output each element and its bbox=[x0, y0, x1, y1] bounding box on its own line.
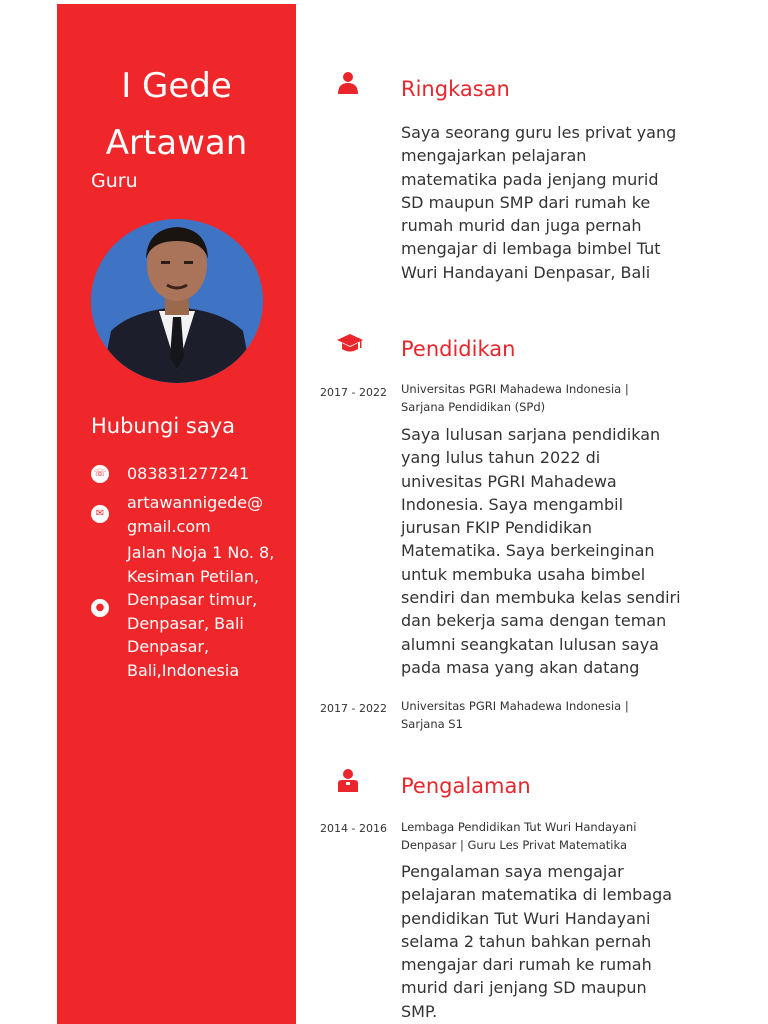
education-title: Pendidikan bbox=[401, 337, 516, 361]
education-heading-2: Universitas PGRI Mahadewa Indonesia | Sarjana S1 bbox=[401, 699, 629, 731]
name-line-1: I Gede bbox=[121, 66, 232, 106]
email-address[interactable]: artawannigede@gmail.com bbox=[127, 493, 264, 536]
graduation-cap-icon bbox=[336, 332, 364, 356]
education-text-1: Saya lulusan sarjana pendidikan yang lulus tahun 2022 di univesitas PGRI Mahadewa Indonesia. Saya mengambil jurusan FKIP Pendidikan Matematika. Saya berkeinginan untuk membuka usaha bimbel sendiri dan membuka kelas sendiri dan bekerja sama dengan teman alumni seangkatan lulusan saya pada masa yang akan datang bbox=[401, 425, 681, 677]
address-text: Jalan Noja 1 No. 8, Kesiman Petilan, Denpasar timur, Denpasar, Bali Denpasar, Bali,Indonesia bbox=[127, 543, 275, 680]
name-line-2: Artawan bbox=[105, 123, 248, 163]
sidebar bbox=[57, 4, 296, 1024]
phone-icon: ☏ bbox=[91, 465, 109, 483]
contact-heading: Hubungi saya bbox=[91, 414, 235, 438]
profile-name bbox=[57, 58, 296, 172]
profile-photo bbox=[91, 219, 263, 383]
main-content bbox=[300, 0, 768, 1024]
experience-text-1: Pengalaman saya mengajar pelajaran matematika di lembaga pendidikan Tut Wuri Handayani selama 2 tahun bahkan pernah mengajar dari rumah ke rumah murid dari jenjang SD maupun SMP. bbox=[401, 862, 673, 1021]
experience-title: Pengalaman bbox=[401, 774, 531, 798]
envelope-icon: ✉ bbox=[91, 505, 109, 523]
person-icon bbox=[336, 70, 360, 94]
briefcase-person-icon bbox=[336, 768, 360, 792]
phone-number[interactable]: 083831277241 bbox=[127, 464, 250, 483]
experience-date-1: 2014 - 2016 bbox=[320, 822, 387, 835]
job-title: Guru bbox=[91, 170, 138, 192]
experience-heading-1: Lembaga Pendidikan Tut Wuri Handayani Denpasar | Guru Les Privat Matematika bbox=[401, 820, 637, 852]
education-date-2: 2017 - 2022 bbox=[320, 702, 387, 715]
education-date-1: 2017 - 2022 bbox=[320, 386, 387, 399]
education-heading-1: Universitas PGRI Mahadewa Indonesia | Sarjana Pendidikan (SPd) bbox=[401, 382, 629, 414]
location-pin-icon: ● bbox=[91, 599, 109, 617]
summary-title: Ringkasan bbox=[401, 77, 510, 101]
summary-text: Saya seorang guru les privat yang mengajarkan pelajaran matematika pada jenjang murid SD maupun SMP dari rumah ke rumah murid dan juga pernah mengajar di lembaga bimbel Tut Wuri Handayani Denpasar, Bali bbox=[401, 123, 677, 282]
